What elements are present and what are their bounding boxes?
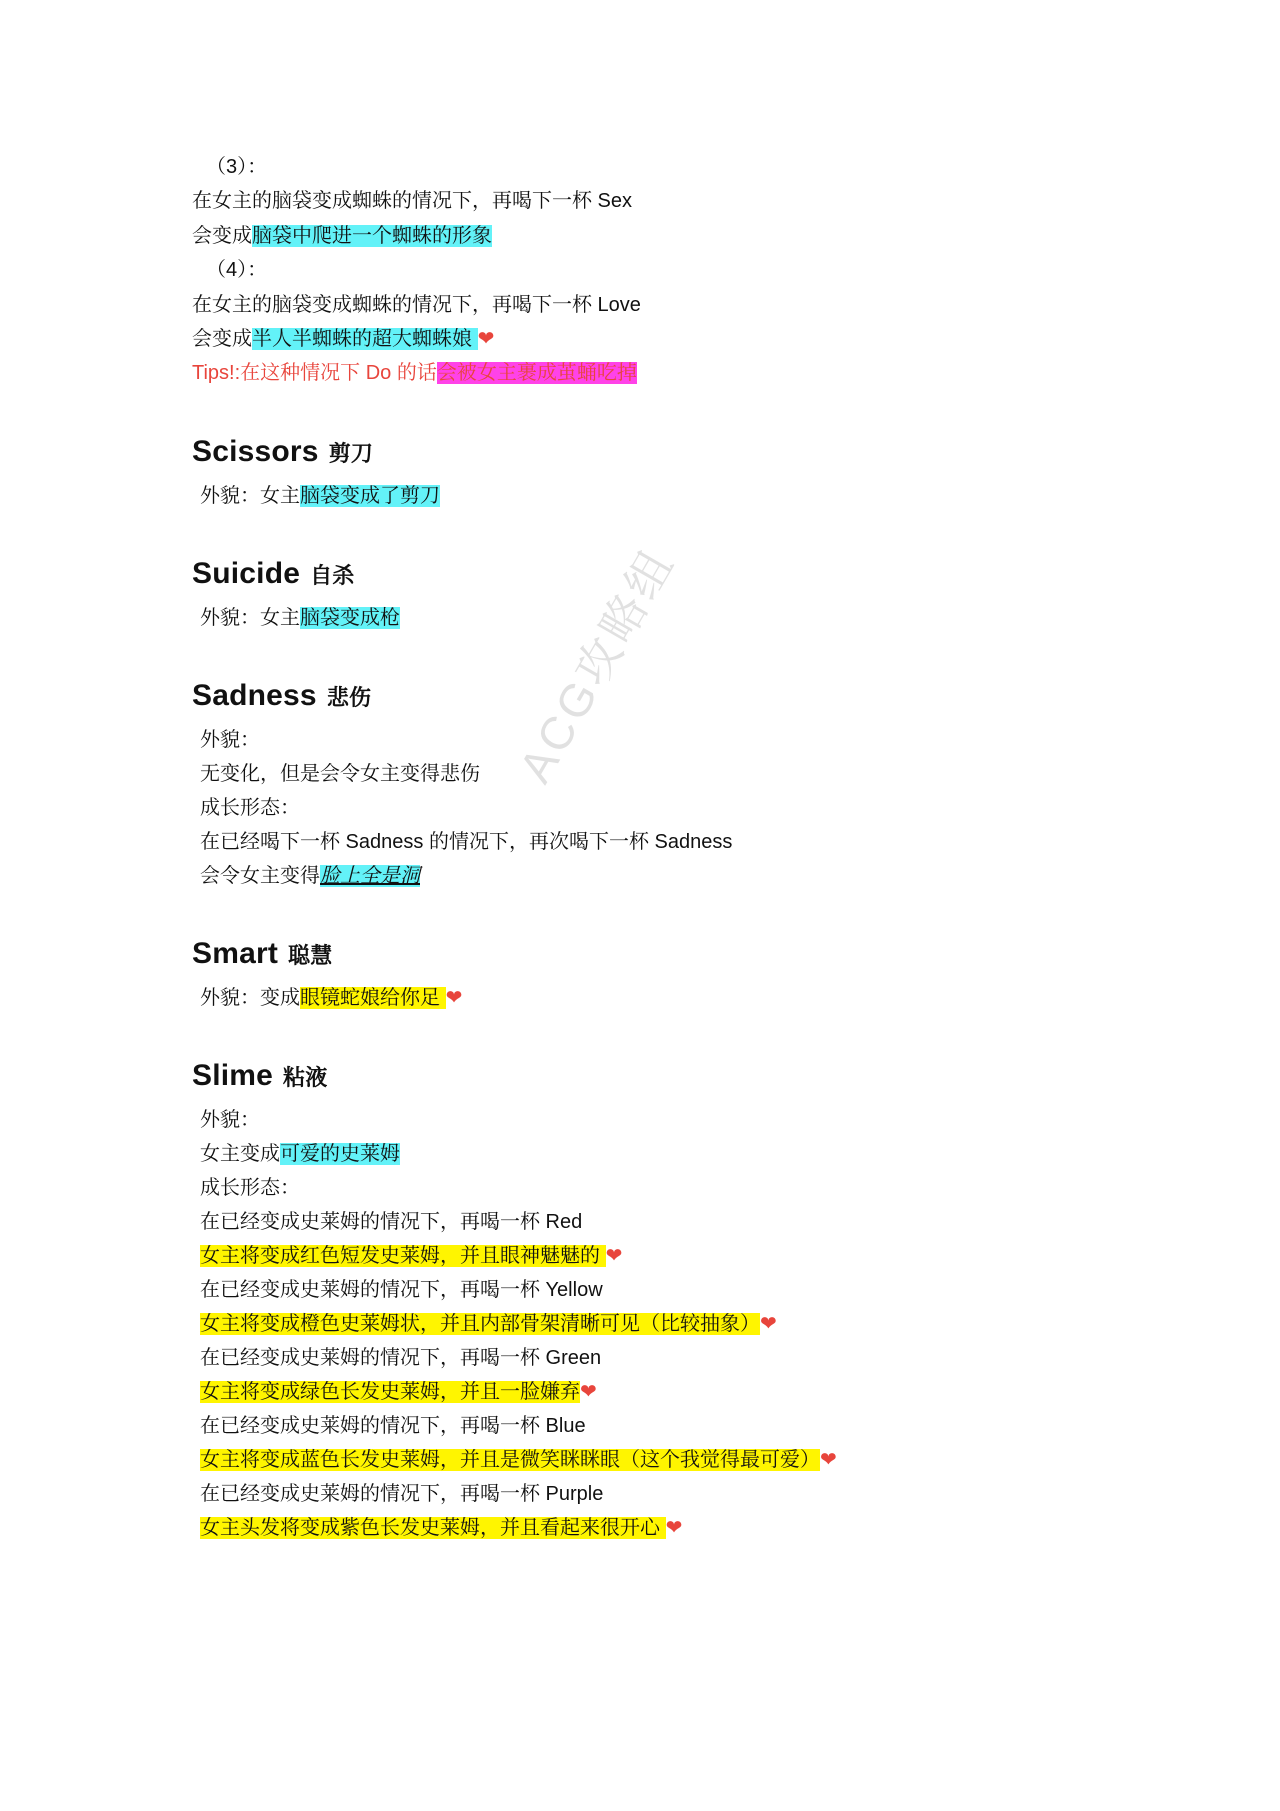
- item-3-result-highlight: 脑袋中爬进一个蜘蛛的形象: [252, 224, 492, 247]
- heart-icon: ❤: [580, 1380, 597, 1403]
- section-title-en: Scissors: [192, 434, 319, 468]
- section-title-en: Suicide: [192, 556, 301, 590]
- slime-growth-condition: 在已经变成史莱姆的情况下，再喝一杯 Blue: [200, 1414, 586, 1437]
- text-highlight: 可爱的史莱姆: [280, 1142, 400, 1165]
- sadness-label-growth: 成长形态：: [200, 796, 300, 819]
- item-4-condition: 在女主的脑袋变成蜘蛛的情况下，再喝下一杯 Love: [192, 293, 641, 316]
- tips-line: [192, 356, 1052, 390]
- heart-icon: ❤: [760, 1312, 777, 1335]
- section-title-cn: 剪刀: [328, 440, 374, 466]
- text-plain: 会令女主变得: [200, 864, 320, 887]
- heart-icon: ❤: [445, 986, 463, 1009]
- heart-icon: ❤: [820, 1448, 837, 1471]
- item-3-result: [192, 219, 1052, 253]
- slime-growth-result: [192, 1239, 1052, 1273]
- top-section: [192, 150, 1052, 391]
- item-4-label: （4）：: [206, 259, 268, 282]
- tips-prefix: Tips!:在这种情况下 Do 的话: [192, 362, 437, 385]
- heart-icon: ❤: [605, 1244, 623, 1267]
- smart-appearance: [192, 981, 1052, 1015]
- text-highlight: 脸上全是洞: [320, 864, 420, 887]
- item-3-label: （3）：: [206, 156, 268, 178]
- section-title-cn: 粘液: [283, 1064, 328, 1090]
- label-appearance: 外貌：: [200, 484, 260, 507]
- text-plain: 女主: [260, 484, 300, 507]
- scissors-appearance: [192, 479, 1052, 513]
- text-highlight: 女主将变成蓝色长发史莱姆，并且是微笑眯眯眼（这个我觉得最可爱）: [200, 1448, 820, 1471]
- sadness-label-appearance: 外貌：: [200, 728, 260, 751]
- item-4-result: [192, 322, 1052, 356]
- slime-label-growth: 成长形态：: [200, 1176, 300, 1199]
- section-heading-suicide: [192, 557, 1052, 591]
- slime-growth-condition: 在已经变成史莱姆的情况下，再喝一杯 Red: [200, 1210, 583, 1233]
- section-title-en: Slime: [192, 1058, 274, 1092]
- slime-growth-result: [192, 1511, 1052, 1545]
- suicide-appearance: [192, 601, 1052, 635]
- text-plain: 变成: [260, 986, 300, 1009]
- section-heading-slime: [192, 1059, 1052, 1093]
- text-highlight: 女主头发将变成紫色长发史莱姆，并且看起来很开心: [200, 1516, 666, 1539]
- slime-label-appearance: 外貌：: [200, 1108, 260, 1131]
- section-title-cn: 聪慧: [288, 942, 333, 968]
- tips-highlight: 会被女主裹成茧蛹吃掉: [436, 362, 637, 385]
- heart-icon: ❤: [665, 1516, 683, 1539]
- section-heading-scissors: [192, 435, 1052, 469]
- slime-growth-condition: 在已经变成史莱姆的情况下，再喝一杯 Yellow: [200, 1278, 603, 1301]
- section-title-cn: 自杀: [310, 562, 355, 588]
- section-heading-sadness: [192, 679, 1052, 713]
- watermark: ACG攻略组: [508, 538, 685, 791]
- item-3-condition: 在女主的脑袋变成蜘蛛的情况下，再喝下一杯 Sex: [192, 190, 633, 213]
- section-title-cn: 悲伤: [326, 684, 372, 710]
- item-4-result-prefix: 会变成: [192, 327, 252, 350]
- slime-growth-condition: 在已经变成史莱姆的情况下，再喝一杯 Green: [200, 1346, 602, 1369]
- slime-growth-result: [192, 1443, 1052, 1477]
- sadness-growth-result: [192, 859, 1052, 893]
- sadness-growth-condition: 在已经喝下一杯 Sadness 的情况下，再次喝下一杯 Sadness: [200, 830, 733, 853]
- text-highlight: 脑袋变成了剪刀: [300, 484, 440, 507]
- section-title-en: Sadness: [192, 678, 317, 712]
- slime-growth-result: [192, 1375, 1052, 1409]
- item-4-result-highlight: 半人半蜘蛛的超大蜘蛛娘: [252, 327, 478, 350]
- text-highlight: 女主将变成橙色史莱姆状，并且内部骨架清晰可见（比较抽象）: [200, 1312, 760, 1335]
- text-plain: 女主变成: [200, 1142, 280, 1165]
- section-heading-smart: [192, 937, 1052, 971]
- text-highlight: 女主将变成绿色长发史莱姆，并且一脸嫌弃: [200, 1380, 580, 1403]
- slime-appearance-text: [192, 1137, 1052, 1171]
- text-highlight: 眼镜蛇娘给你足: [300, 986, 446, 1009]
- sadness-appearance-text: 无变化，但是会令女主变得悲伤: [200, 762, 480, 785]
- document-content: [192, 150, 1052, 1545]
- text-highlight: 女主将变成红色短发史莱姆，并且眼神魅魅的: [200, 1244, 606, 1267]
- section-title-en: Smart: [192, 936, 279, 970]
- slime-growth-result: [192, 1307, 1052, 1341]
- slime-growth-condition: 在已经变成史莱姆的情况下，再喝一杯 Purple: [200, 1482, 604, 1505]
- item-3-result-prefix: 会变成: [192, 224, 252, 247]
- label-appearance: 外貌：: [200, 606, 260, 629]
- text-highlight: 脑袋变成枪: [300, 606, 400, 629]
- label-appearance: 外貌：: [200, 986, 260, 1009]
- text-plain: 女主: [260, 606, 300, 629]
- heart-icon: ❤: [477, 327, 495, 350]
